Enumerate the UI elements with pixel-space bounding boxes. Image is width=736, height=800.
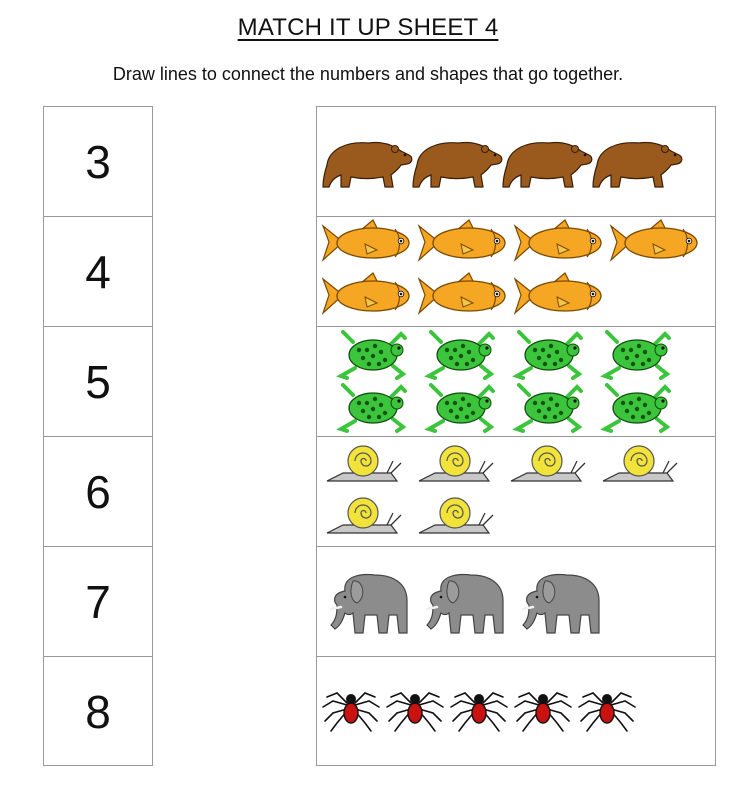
elephant-icon <box>331 575 407 633</box>
snail-icon <box>603 446 677 481</box>
worksheet-title: MATCH IT UP SHEET 4 <box>237 14 499 41</box>
snail-icon <box>419 446 493 481</box>
bear-icon <box>593 142 682 187</box>
frog-icon <box>605 385 669 431</box>
frog-icon <box>517 385 581 431</box>
frog-icon <box>517 332 581 378</box>
picture-cell-snails[interactable] <box>317 437 715 547</box>
fish-icon <box>515 273 601 313</box>
bear-icon <box>323 142 412 187</box>
picture-cell-spiders[interactable] <box>317 657 715 767</box>
number-cell[interactable] <box>44 327 152 437</box>
snail-icon <box>327 498 401 533</box>
picture-cell-elephants[interactable] <box>317 547 715 657</box>
number-label: 5 <box>85 355 111 408</box>
frog-icon <box>429 332 493 378</box>
snail-icon <box>327 446 401 481</box>
snail-group <box>317 437 715 547</box>
picture-cell-bears[interactable] <box>317 107 715 217</box>
frog-icon <box>341 385 405 431</box>
spider-icon <box>515 693 571 731</box>
bear-icon <box>503 142 592 187</box>
spider-icon <box>579 693 635 731</box>
spider-group <box>317 657 715 767</box>
fish-icon <box>611 220 697 260</box>
spider-icon <box>451 693 507 731</box>
picture-cell-frogs[interactable] <box>317 327 715 437</box>
fish-group <box>317 217 715 327</box>
worksheet-instructions: Draw lines to connect the numbers and shapes that go together. <box>112 64 624 84</box>
number-label: 8 <box>85 686 111 738</box>
spider-icon <box>387 693 443 731</box>
number-cell[interactable] <box>44 437 152 547</box>
snail-icon <box>419 498 493 533</box>
number-cell[interactable] <box>44 107 152 217</box>
frog-icon <box>605 332 669 378</box>
number-label: 7 <box>85 575 111 628</box>
number-label: 4 <box>85 245 111 298</box>
bear-icon <box>413 142 502 187</box>
elephant-icon <box>523 575 599 633</box>
frog-icon <box>341 332 405 378</box>
fish-icon <box>323 273 409 313</box>
number-cell[interactable] <box>44 547 152 657</box>
number-label: 6 <box>85 465 111 518</box>
elephant-icon <box>427 575 503 633</box>
spider-icon <box>323 693 379 731</box>
snail-icon <box>511 446 585 481</box>
number-cell[interactable] <box>44 657 152 767</box>
frog-icon <box>429 385 493 431</box>
frog-group <box>317 327 715 437</box>
fish-icon <box>323 220 409 260</box>
bear-group <box>317 107 715 217</box>
elephant-group <box>317 547 715 657</box>
number-label: 3 <box>85 135 111 188</box>
picture-column <box>316 106 716 766</box>
fish-icon <box>419 273 505 313</box>
fish-icon <box>419 220 505 260</box>
fish-icon <box>515 220 601 260</box>
number-column <box>43 106 153 766</box>
number-cell[interactable] <box>44 217 152 327</box>
picture-cell-fish[interactable] <box>317 217 715 327</box>
